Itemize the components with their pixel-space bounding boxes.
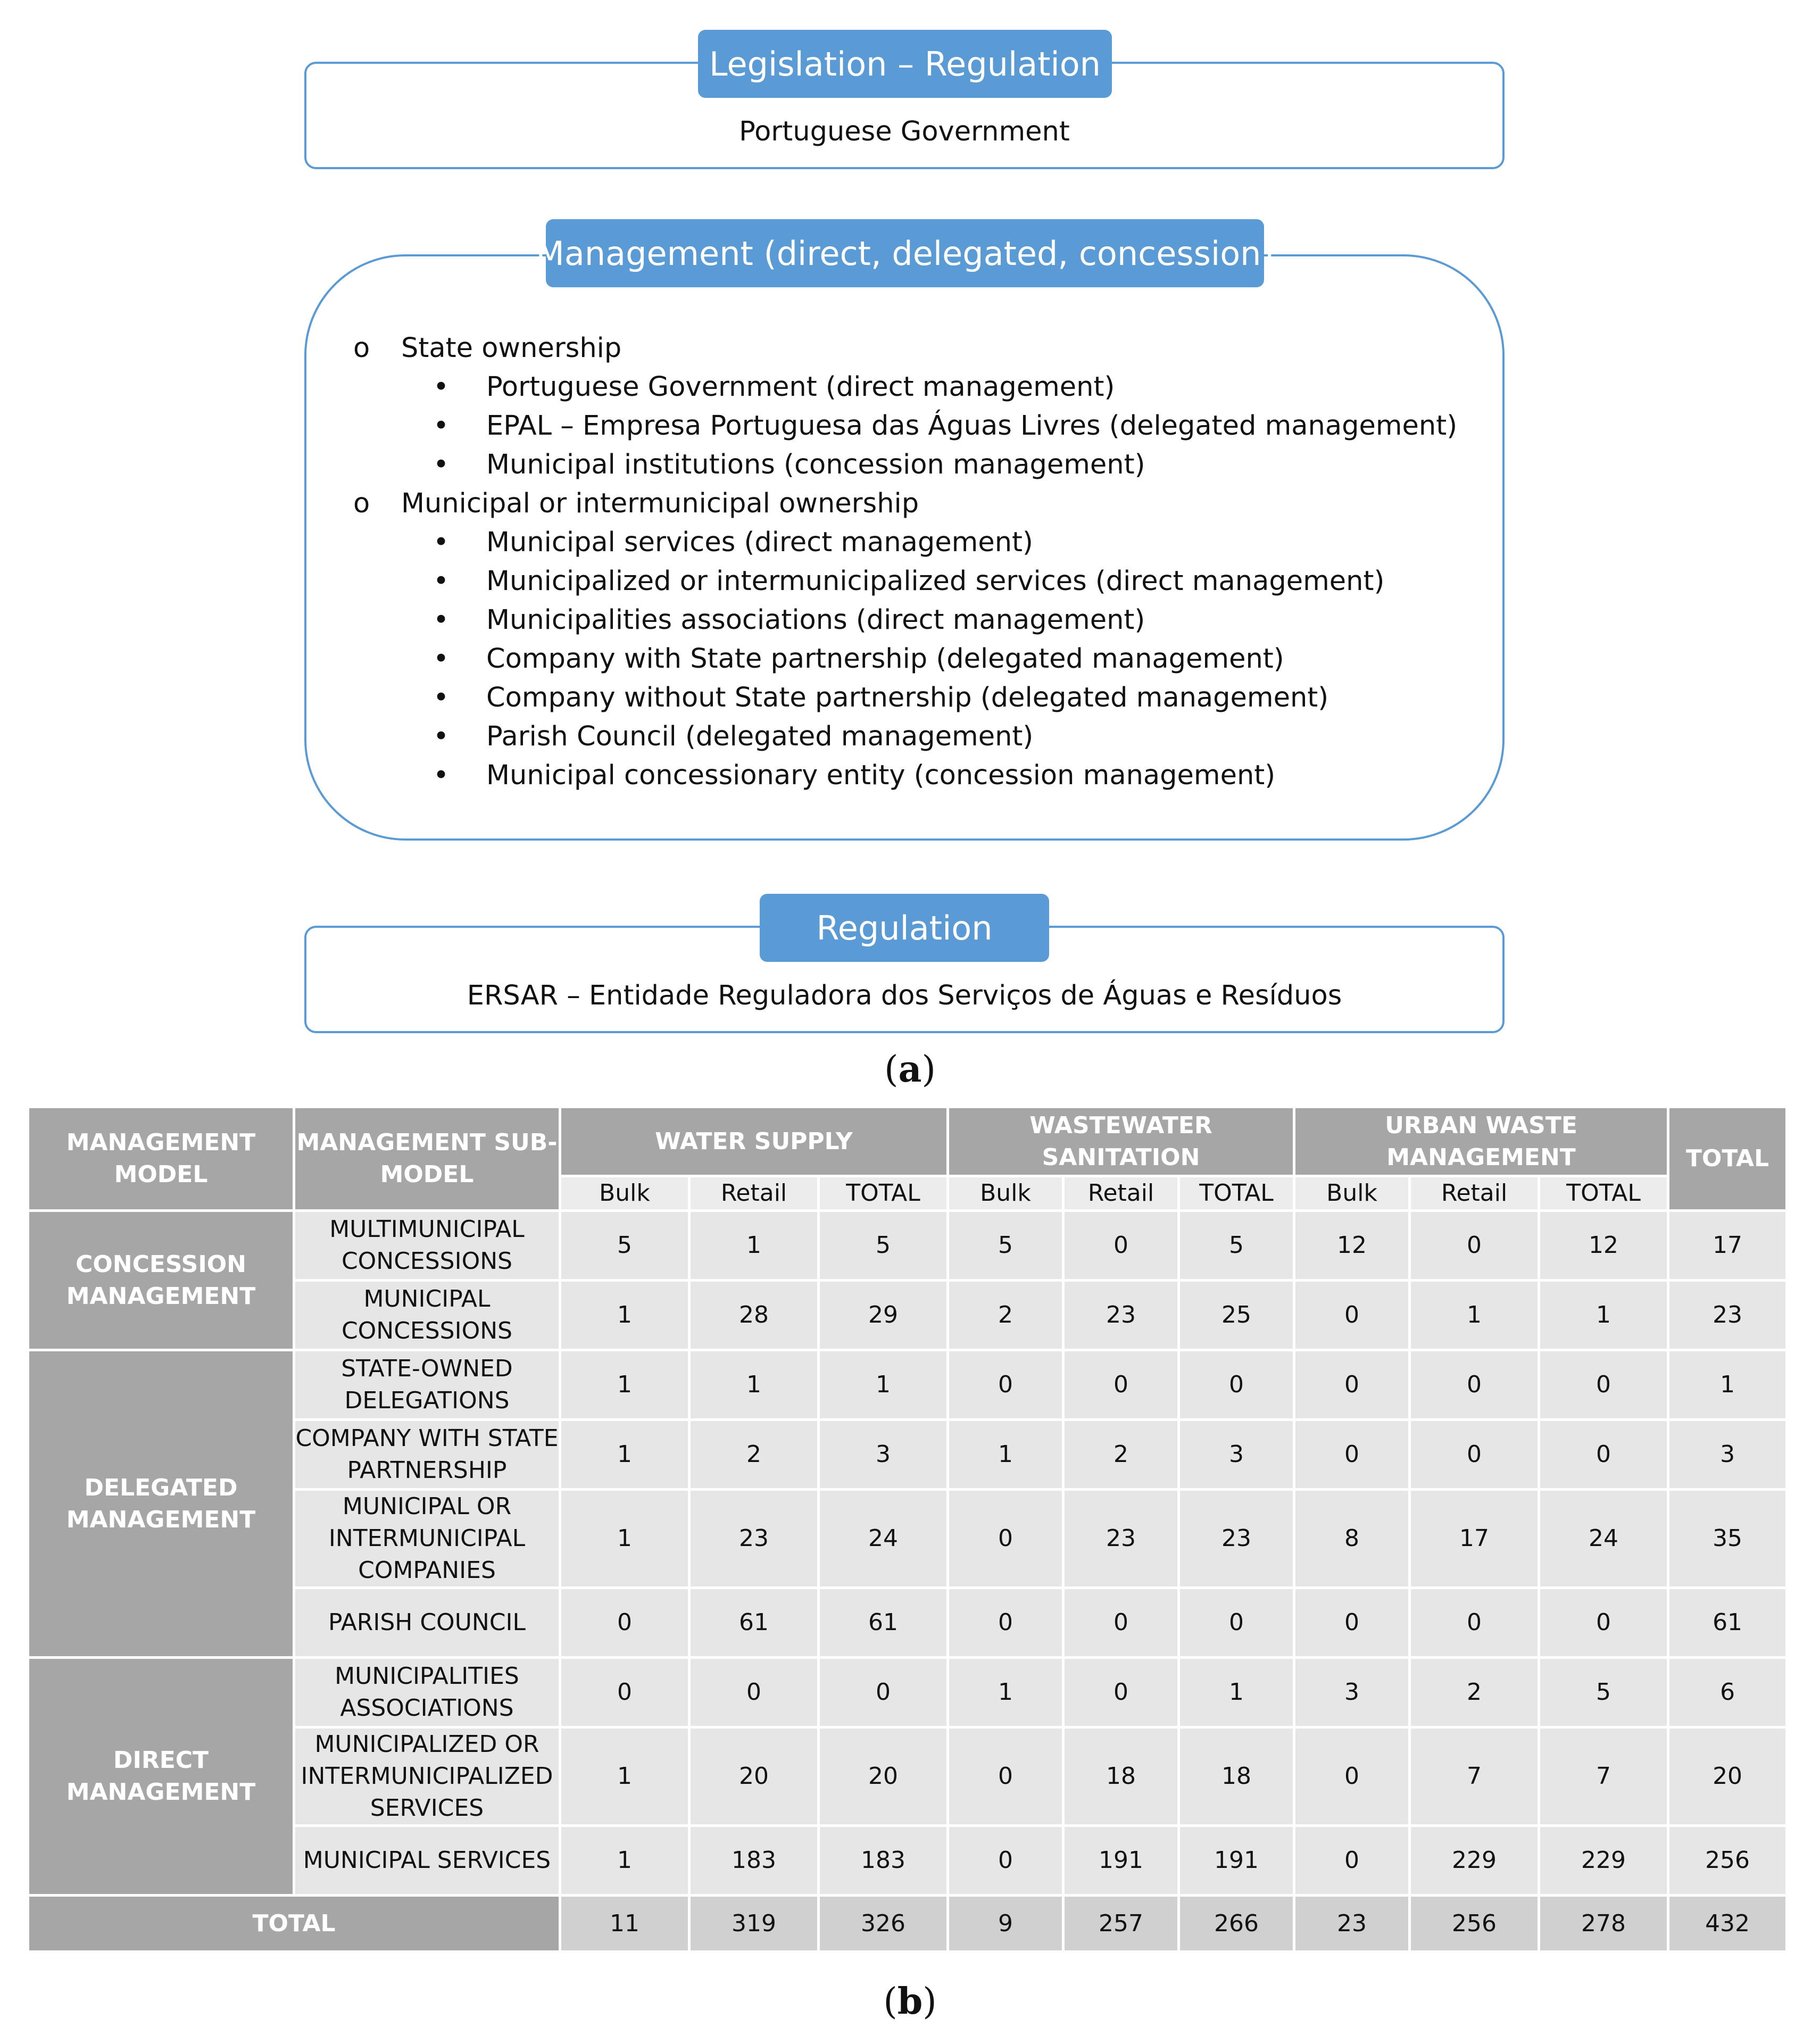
management-title: Management (direct, delegated, concession) [546, 219, 1264, 287]
table-cell: 7 [1410, 1727, 1539, 1826]
table-cell: 266 [1179, 1896, 1294, 1952]
table-cell: 0 [1294, 1420, 1410, 1490]
table-cell: 0 [1179, 1588, 1294, 1658]
table-cell: 0 [1063, 1588, 1179, 1658]
group-label: DELEGATED MANAGEMENT [28, 1350, 294, 1658]
table-cell: 1 [560, 1490, 689, 1588]
table-cell: 3 [819, 1420, 948, 1490]
table-cell: 23 [1179, 1490, 1294, 1588]
table-cell: 0 [948, 1350, 1063, 1420]
total-row [28, 1896, 1787, 1952]
header-total: TOTAL [1668, 1107, 1787, 1211]
table-cell: 1 [1539, 1281, 1668, 1350]
table-cell: 17 [1410, 1490, 1539, 1588]
table-cell: 0 [1294, 1727, 1410, 1826]
table-cell: 0 [689, 1658, 819, 1727]
table-cell: 0 [1539, 1420, 1668, 1490]
table-cell: 1 [948, 1658, 1063, 1727]
header-water: WATER SUPPLY [560, 1107, 948, 1176]
table-cell: 23 [1668, 1281, 1787, 1350]
caption-a: (a) [884, 1048, 936, 1091]
list-item: • EPAL – Empresa Portuguesa das Águas Livres (delegated management) [353, 406, 1457, 445]
header-model: MANAGEMENT MODEL [28, 1107, 294, 1211]
table-cell: 0 [560, 1658, 689, 1727]
table-cell: 256 [1410, 1896, 1539, 1952]
submodel-label: MUNICIPALITIES ASSOCIATIONS [294, 1658, 560, 1727]
table-cell: 5 [1539, 1658, 1668, 1727]
header-bulk: Bulk [1294, 1176, 1410, 1211]
management-list [353, 329, 1457, 795]
table-cell: 0 [1294, 1588, 1410, 1658]
table-cell: 2 [1410, 1658, 1539, 1727]
table-cell: 0 [1410, 1420, 1539, 1490]
table-cell: 1 [560, 1281, 689, 1350]
header-wastewater: WASTEWATER SANITATION [948, 1107, 1294, 1176]
table-cell: 23 [1063, 1490, 1179, 1588]
table-cell: 0 [1063, 1658, 1179, 1727]
table-cell: 20 [1668, 1727, 1787, 1826]
table-cell: 3 [1179, 1420, 1294, 1490]
submodel-label: MULTIMUNICIPAL CONCESSIONS [294, 1211, 560, 1281]
table-cell: 1 [948, 1420, 1063, 1490]
table-cell: 18 [1063, 1727, 1179, 1826]
header-bulk: Bulk [560, 1176, 689, 1211]
table-cell: 0 [1294, 1281, 1410, 1350]
list-item: • Municipal services (direct management) [353, 523, 1457, 562]
table-cell: 278 [1539, 1896, 1668, 1952]
regulation-text: ERSAR – Entidade Reguladora dos Serviços de Águas e Resíduos [467, 980, 1342, 1011]
management-table [27, 1106, 1788, 1953]
table-cell: 0 [1410, 1350, 1539, 1420]
submodel-label: MUNICIPALIZED OR INTERMUNICIPALIZED SERVICES [294, 1727, 560, 1826]
header-retail: Retail [689, 1176, 819, 1211]
submodel-label: PARISH COUNCIL [294, 1588, 560, 1658]
table-cell: 20 [819, 1727, 948, 1826]
list-item: • Municipal concessionary entity (concession management) [353, 756, 1457, 795]
table-cell: 12 [1294, 1211, 1410, 1281]
list-item: • Company without State partnership (delegated management) [353, 678, 1457, 717]
table-cell: 191 [1179, 1826, 1294, 1896]
table-cell: 0 [948, 1490, 1063, 1588]
table-cell: 23 [1294, 1896, 1410, 1952]
regulation-title: Regulation [760, 894, 1049, 962]
table-cell: 25 [1179, 1281, 1294, 1350]
table-cell: 0 [1410, 1211, 1539, 1281]
table-cell: 1 [560, 1727, 689, 1826]
management-box [304, 254, 1505, 841]
submodel-label: MUNICIPAL OR INTERMUNICIPAL COMPANIES [294, 1490, 560, 1588]
header-retail: Retail [1063, 1176, 1179, 1211]
table-cell: 326 [819, 1896, 948, 1952]
submodel-label: MUNICIPAL CONCESSIONS [294, 1281, 560, 1350]
table-cell: 0 [1294, 1826, 1410, 1896]
table-cell: 0 [1063, 1211, 1179, 1281]
submodel-label: COMPANY WITH STATE PARTNERSHIP [294, 1420, 560, 1490]
table-cell: 183 [819, 1826, 948, 1896]
table-cell: 5 [1179, 1211, 1294, 1281]
caption-b: (b) [883, 1980, 937, 2023]
list-item: • Portuguese Government (direct management) [353, 368, 1457, 406]
table-cell: 1 [689, 1350, 819, 1420]
table-cell: 1 [560, 1350, 689, 1420]
header-submodel: MANAGEMENT SUB-MODEL [294, 1107, 560, 1211]
table-cell: 12 [1539, 1211, 1668, 1281]
table-cell: 23 [1063, 1281, 1179, 1350]
table-cell: 0 [1063, 1350, 1179, 1420]
table-cell: 0 [819, 1658, 948, 1727]
table-cell: 28 [689, 1281, 819, 1350]
legislation-title: Legislation – Regulation [698, 30, 1112, 98]
table-cell: 1 [819, 1350, 948, 1420]
table-cell: 0 [1294, 1350, 1410, 1420]
table-cell: 5 [560, 1211, 689, 1281]
header-bulk: Bulk [948, 1176, 1063, 1211]
table-cell: 0 [1539, 1350, 1668, 1420]
table-cell: 257 [1063, 1896, 1179, 1952]
list-item: • Municipalized or intermunicipalized services (direct management) [353, 562, 1457, 601]
list-item: • Municipalities associations (direct management) [353, 601, 1457, 639]
header-waste: URBAN WASTE MANAGEMENT [1294, 1107, 1668, 1176]
table-row [28, 1211, 1787, 1281]
total-row-label: TOTAL [28, 1896, 560, 1952]
table-cell: 0 [1539, 1588, 1668, 1658]
table-cell: 1 [1410, 1281, 1539, 1350]
table-cell: 1 [560, 1420, 689, 1490]
table-cell: 183 [689, 1826, 819, 1896]
table-cell: 2 [1063, 1420, 1179, 1490]
table-cell: 1 [1668, 1350, 1787, 1420]
table-cell: 0 [1410, 1588, 1539, 1658]
table-cell: 0 [948, 1727, 1063, 1826]
table-cell: 7 [1539, 1727, 1668, 1826]
table-cell: 8 [1294, 1490, 1410, 1588]
table-cell: 229 [1410, 1826, 1539, 1896]
table-cell: 17 [1668, 1211, 1787, 1281]
table-cell: 23 [689, 1490, 819, 1588]
table-cell: 6 [1668, 1658, 1787, 1727]
table-cell: 20 [689, 1727, 819, 1826]
table-cell: 0 [1179, 1350, 1294, 1420]
table-cell: 3 [1294, 1658, 1410, 1727]
table-row [28, 1350, 1787, 1420]
ownership-state: o State ownership [353, 329, 1457, 368]
header-subtotal: TOTAL [819, 1176, 948, 1211]
table-cell: 2 [948, 1281, 1063, 1350]
table-cell: 432 [1668, 1896, 1787, 1952]
table-cell: 29 [819, 1281, 948, 1350]
ownership-municipal: o Municipal or intermunicipal ownership [353, 484, 1457, 523]
table-cell: 1 [689, 1211, 819, 1281]
table-cell: 18 [1179, 1727, 1294, 1826]
group-label: DIRECT MANAGEMENT [28, 1658, 294, 1896]
header-subtotal: TOTAL [1539, 1176, 1668, 1211]
table-cell: 61 [819, 1588, 948, 1658]
table-cell: 11 [560, 1896, 689, 1952]
table-cell: 0 [560, 1588, 689, 1658]
table-cell: 3 [1668, 1420, 1787, 1490]
table-cell: 1 [560, 1826, 689, 1896]
table-cell: 24 [819, 1490, 948, 1588]
table-cell: 5 [948, 1211, 1063, 1281]
table-row [28, 1658, 1787, 1727]
list-item: • Company with State partnership (delegated management) [353, 639, 1457, 678]
table-cell: 2 [689, 1420, 819, 1490]
list-item: • Parish Council (delegated management) [353, 717, 1457, 756]
table-cell: 5 [819, 1211, 948, 1281]
table-cell: 24 [1539, 1490, 1668, 1588]
table-cell: 9 [948, 1896, 1063, 1952]
table-cell: 229 [1539, 1826, 1668, 1896]
list-item: • Municipal institutions (concession management) [353, 445, 1457, 484]
table-cell: 0 [948, 1588, 1063, 1658]
table-cell: 61 [689, 1588, 819, 1658]
table-cell: 319 [689, 1896, 819, 1952]
header-retail: Retail [1410, 1176, 1539, 1211]
table-cell: 0 [948, 1826, 1063, 1896]
table-cell: 35 [1668, 1490, 1787, 1588]
submodel-label: MUNICIPAL SERVICES [294, 1826, 560, 1896]
table-cell: 256 [1668, 1826, 1787, 1896]
group-label: CONCESSION MANAGEMENT [28, 1211, 294, 1350]
legislation-text: Portuguese Government [739, 116, 1070, 147]
header-subtotal: TOTAL [1179, 1176, 1294, 1211]
table-cell: 1 [1179, 1658, 1294, 1727]
table-cell: 61 [1668, 1588, 1787, 1658]
table-cell: 191 [1063, 1826, 1179, 1896]
submodel-label: STATE-OWNED DELEGATIONS [294, 1350, 560, 1420]
